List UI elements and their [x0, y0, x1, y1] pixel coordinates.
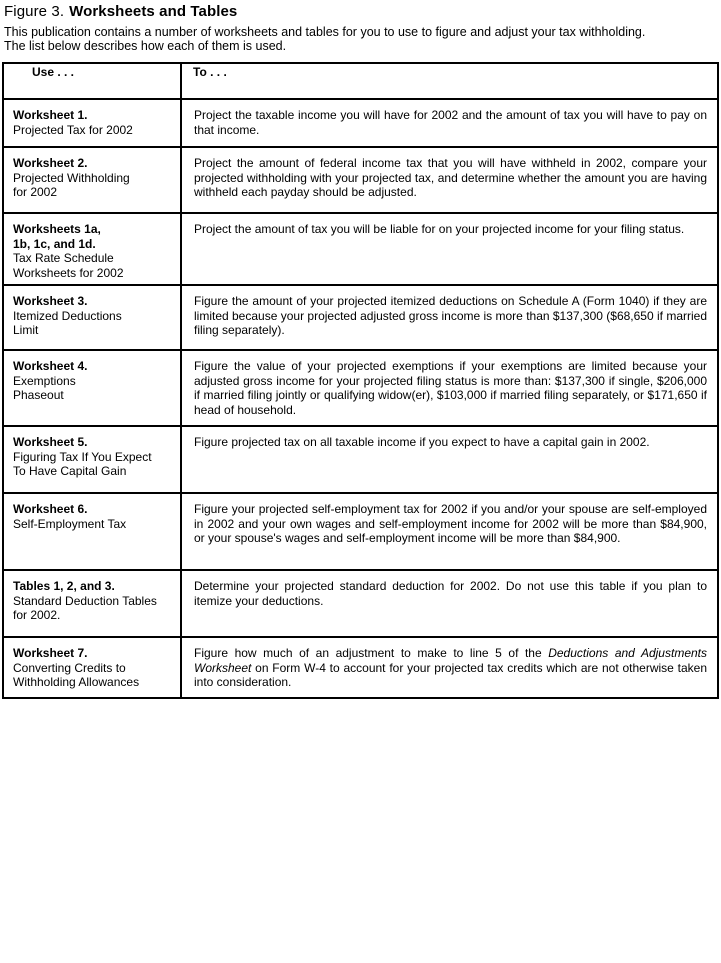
intro-line-1: This publication contains a number of worksheets and tables for you to use to figure and adjust your tax withholding. [4, 25, 646, 39]
to-cell [181, 637, 718, 698]
description-text: on Form W-4 to account for your projected tax credits which are not otherwise taken into consideration. [194, 660, 707, 689]
worksheet-subtitle: for 2002. [13, 608, 61, 622]
worksheet-subtitle: Exemptions [13, 373, 76, 388]
to-column-header: To . . . [181, 63, 718, 99]
to-cell [181, 213, 718, 285]
description-text: Figure how much of an adjustment to make to line 5 of the [194, 646, 549, 660]
worksheet-name: Worksheet 5. [13, 435, 88, 449]
worksheet-subtitle: Self-Employment Tax [13, 516, 127, 531]
worksheet-subtitle: Withholding Allowances [13, 675, 140, 689]
intro-paragraph [4, 25, 721, 53]
worksheet-subtitle: Figuring Tax If You Expect [13, 449, 152, 464]
worksheet-subtitle: for 2002 [13, 185, 58, 199]
worksheet-subtitle: Itemized Deductions [13, 308, 122, 323]
worksheet-name: Worksheet 2. [13, 156, 88, 170]
worksheet-name: Tables 1, 2, and 3. [13, 579, 115, 593]
worksheet-name: 1b, 1c, and 1d. [13, 236, 96, 251]
worksheet-subtitle: Projected Withholding [13, 170, 130, 185]
italic-form-reference: Deductions and Adjustments Worksheet [194, 646, 707, 675]
worksheet-name: Worksheet 7. [13, 646, 88, 660]
description-text: Project the taxable income you will have for 2002 and the amount of tax you will have to pay on that income. [194, 108, 707, 137]
figure-label: Figure 3. [4, 3, 65, 20]
worksheet-name: Worksheets 1a, [13, 222, 101, 236]
table-header-row [3, 63, 718, 99]
worksheet-subtitle: Limit [13, 323, 39, 337]
worksheet-name: Worksheet 1. [13, 108, 88, 122]
worksheet-name: Worksheet 4. [13, 359, 88, 373]
worksheet-subtitle: Projected Tax for 2002 [13, 122, 133, 137]
description-text: Project the amount of federal income tax that you will have withheld in 2002, compare your projected withholding with your projected tax, and determine whether the amount you are having withheld each payday should be adjusted. [194, 156, 707, 199]
table-row [3, 285, 718, 350]
page-title [4, 3, 721, 20]
use-cell [3, 350, 181, 426]
table-body [3, 99, 718, 698]
use-cell [3, 213, 181, 285]
use-cell [3, 99, 181, 147]
figure-name: Worksheets and Tables [69, 3, 238, 20]
worksheet-subtitle: Phaseout [13, 388, 64, 402]
description-text: Project the amount of tax you will be liable for on your projected income for your filing status. [194, 222, 685, 236]
worksheet-subtitle: Tax Rate Schedule [13, 251, 114, 265]
use-cell [3, 570, 181, 637]
description-text: Figure your projected self-employment tax for 2002 if you and/or your spouse are self-employed in 2002 and your own wages and self-employment income for 2002 will be more than $84,900, or your spouse's wages and self-employment income will be more than $84,900. [194, 502, 707, 545]
worksheet-subtitle: Standard Deduction Tables [13, 593, 157, 608]
table-row [3, 213, 718, 285]
to-cell [181, 426, 718, 493]
description-text: Figure the amount of your projected itemized deductions on Schedule A (Form 1040) if they are limited because your projected adjusted gross income is more than $137,300 ($68,650 if married filing separately). [194, 294, 707, 337]
table-row [3, 99, 718, 147]
description-text: Determine your projected standard deduction for 2002. Do not use this table if you plan to itemize your deductions. [194, 579, 707, 608]
to-cell [181, 99, 718, 147]
use-cell [3, 426, 181, 493]
worksheet-name: Worksheet 3. [13, 294, 88, 308]
worksheet-subtitle: Worksheets for 2002 [13, 265, 124, 280]
description-text: Figure the value of your projected exemptions if your exemptions are limited because your adjusted gross income for your projected filing status is more than: $137,300 if single, $206,000 if married filing jointly or qualifying widow(er), $103,000 if married filing separately, or $171,650 if head of household. [194, 359, 707, 417]
use-column-header: Use . . . [3, 63, 181, 99]
worksheets-table [2, 62, 719, 699]
table-row [3, 570, 718, 637]
table-row [3, 493, 718, 570]
to-cell [181, 350, 718, 426]
to-cell [181, 285, 718, 350]
to-cell [181, 147, 718, 213]
table-row [3, 426, 718, 493]
use-cell [3, 147, 181, 213]
table-row [3, 350, 718, 426]
table-row [3, 637, 718, 698]
worksheet-name: Worksheet 6. [13, 502, 88, 516]
table-row [3, 147, 718, 213]
to-cell [181, 570, 718, 637]
intro-line-2: The list below describes how each of them is used. [4, 39, 287, 53]
use-cell [3, 493, 181, 570]
worksheet-subtitle: Converting Credits to [13, 660, 126, 675]
use-cell [3, 285, 181, 350]
use-cell [3, 637, 181, 698]
to-cell [181, 493, 718, 570]
worksheet-subtitle: To Have Capital Gain [13, 464, 127, 478]
description-text: Figure projected tax on all taxable income if you expect to have a capital gain in 2002. [194, 435, 650, 449]
